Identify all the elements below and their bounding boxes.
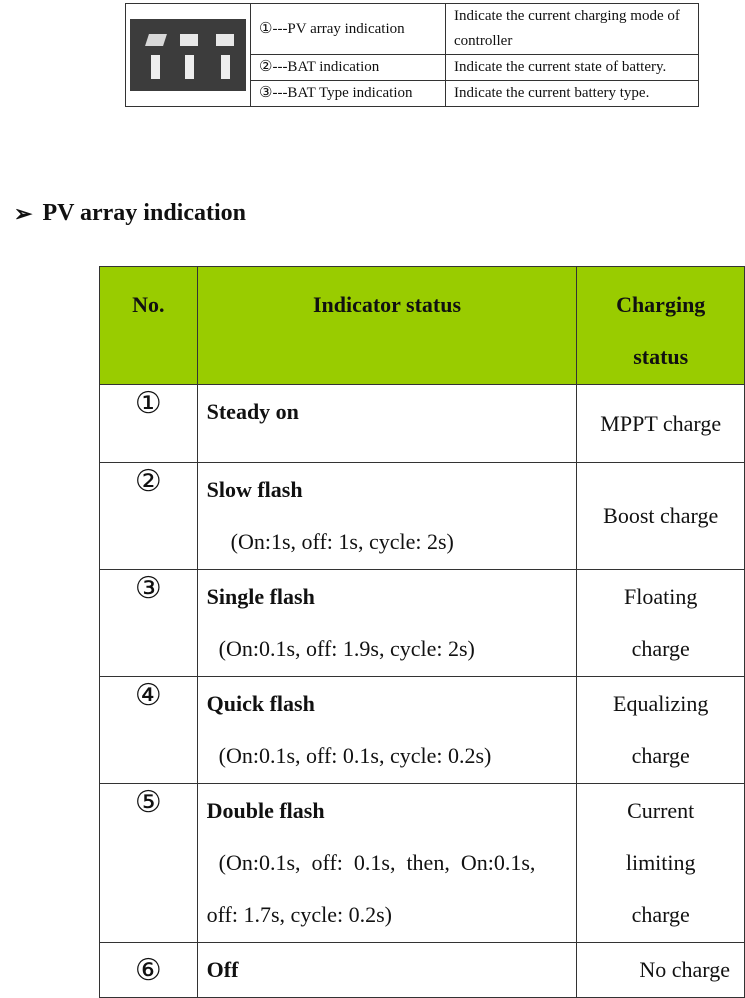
indicator-panel-image <box>130 19 246 91</box>
row-number: ⑥ <box>100 943 198 998</box>
header-no: No. <box>100 267 198 385</box>
indicator-cell <box>197 385 577 463</box>
indicator-title: Off <box>206 957 239 982</box>
indicator-title: Double flash <box>206 798 325 823</box>
indicator-cell <box>197 677 577 784</box>
battery-icon <box>180 34 198 46</box>
row-number: ③ <box>100 570 198 677</box>
indicator-panel-cell <box>126 4 251 107</box>
charging-cell <box>577 943 745 998</box>
charging-text: Current <box>627 798 695 823</box>
table-row <box>100 385 745 463</box>
indicator-detail: (On:0.1s, off: 1.9s, cycle: 2s) <box>218 636 475 661</box>
header-charging <box>577 267 745 385</box>
label-cell: ①---PV array indication <box>251 4 446 55</box>
bat-led <box>185 55 194 79</box>
desc-cell: Indicate the current charging mode of controller <box>446 4 699 55</box>
row-number: ⑤ <box>100 784 198 943</box>
charging-text: MPPT charge <box>600 410 722 436</box>
indicator-cell <box>197 463 577 570</box>
indicator-cell <box>197 570 577 677</box>
table-row <box>100 570 745 677</box>
pv-led <box>151 55 160 79</box>
pv-indication-table <box>99 266 745 998</box>
indicator-detail: (On:0.1s, off: 0.1s, cycle: 0.2s) <box>218 743 492 768</box>
row-number: ① <box>100 385 198 463</box>
charging-text: Boost charge <box>603 503 719 528</box>
indicator-title: Single flash <box>206 584 315 609</box>
charging-text: limiting <box>625 850 696 875</box>
charging-cell <box>577 463 745 570</box>
table-row <box>100 463 745 570</box>
charging-cell <box>577 784 745 943</box>
indicator-title: Steady on <box>206 399 299 424</box>
charging-cell <box>577 385 745 463</box>
section-heading <box>14 200 246 227</box>
indicator-detail-continued: off: 1.7s, cycle: 0.2s) <box>206 902 392 927</box>
indicator-detail: (On:0.1s, off: 0.1s, then, On:0.1s, <box>218 850 536 875</box>
charging-cell <box>577 570 745 677</box>
table-row <box>126 4 699 55</box>
battery-type-icon <box>216 34 234 46</box>
header-indicator: Indicator status <box>197 267 577 385</box>
indicator-title: Slow flash <box>206 477 303 502</box>
row-number: ④ <box>100 677 198 784</box>
arrow-bullet-icon: ➢ <box>14 200 33 226</box>
charging-text: Floating <box>624 584 698 609</box>
charging-text: charge <box>631 743 690 768</box>
header-charging-line1: Charging <box>616 292 706 317</box>
table-row <box>100 784 745 943</box>
solar-panel-icon <box>145 34 167 46</box>
header-charging-line2: status <box>633 344 689 369</box>
charging-text: Equalizing <box>613 691 709 716</box>
charging-cell <box>577 677 745 784</box>
indicator-overview-table <box>125 3 699 107</box>
row-number: ② <box>100 463 198 570</box>
section-title: PV array indication <box>42 200 246 226</box>
charging-text: No charge <box>639 957 730 982</box>
indicator-cell <box>197 784 577 943</box>
bat-type-led <box>221 55 230 79</box>
indicator-title: Quick flash <box>206 691 315 716</box>
table-row <box>100 677 745 784</box>
table-row <box>100 943 745 998</box>
header-row <box>100 267 745 385</box>
indicator-cell <box>197 943 577 998</box>
charging-text: charge <box>631 636 690 661</box>
label-cell: ②---BAT indication <box>251 55 446 81</box>
charging-text: charge <box>631 902 690 927</box>
label-cell: ③---BAT Type indication <box>251 81 446 107</box>
indicator-detail: (On:1s, off: 1s, cycle: 2s) <box>230 529 454 554</box>
desc-cell: Indicate the current battery type. <box>446 81 699 107</box>
desc-cell: Indicate the current state of battery. <box>446 55 699 81</box>
